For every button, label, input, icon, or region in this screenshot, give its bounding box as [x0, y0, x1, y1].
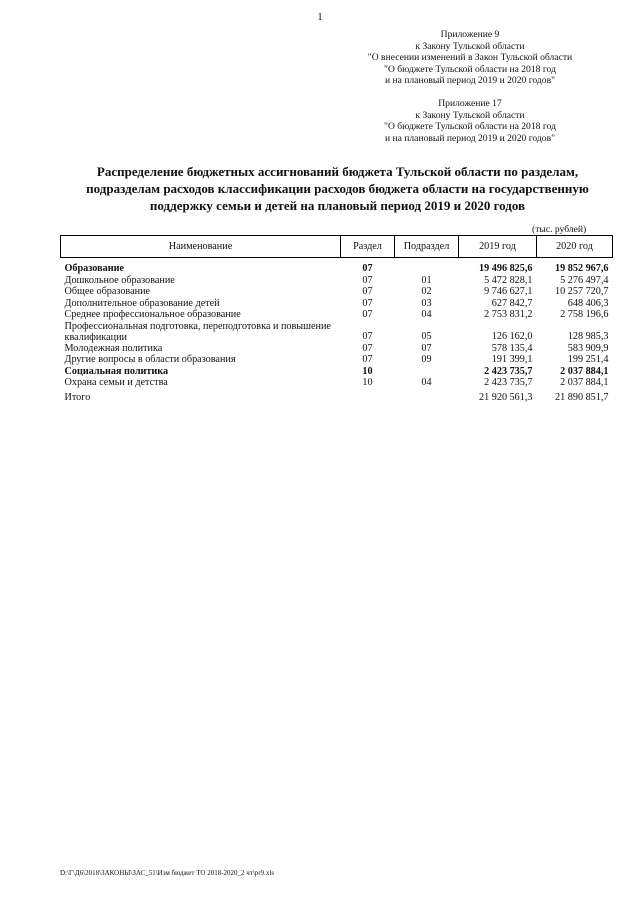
row-2019: 19 496 825,6: [479, 263, 533, 274]
title-line: Распределение бюджетных ассигнований бюджета Тульской области по разделам,: [96, 164, 579, 179]
appendix-line: Приложение 17: [438, 98, 502, 109]
units-label: (тыс. рублей): [532, 224, 587, 235]
row-2020: 19 852 967,6: [555, 263, 609, 274]
row-2020: 5 276 497,4: [560, 274, 609, 286]
row-section: 07: [362, 263, 373, 274]
row-section: 07: [362, 342, 373, 354]
row-name: Социальная политика: [64, 365, 169, 377]
row-2020: 583 909,9: [567, 342, 609, 354]
document-title: [60, 163, 615, 214]
row-name: Дошкольное образование: [64, 274, 175, 286]
row-2019: 2 423 735,7: [484, 377, 533, 388]
row-subsection: 05: [421, 331, 432, 342]
row-subsection: 07: [421, 342, 432, 354]
row-section: 10: [362, 377, 373, 388]
row-section: 07: [362, 286, 373, 297]
row-name: Молодежная политика: [64, 342, 163, 354]
appendix-line: "О внесении изменений в Закон Тульской области: [367, 52, 573, 64]
table-header-row: [61, 236, 613, 258]
appendix-line: и на плановый период 2019 и 2020 годов": [384, 75, 556, 87]
table-row: [61, 286, 613, 298]
row-2019: 578 135,4: [491, 342, 533, 354]
row-subsection: 04: [421, 377, 432, 388]
total-2020: 21 890 851,7: [555, 391, 609, 403]
table-row: [61, 298, 613, 310]
total-2019: 21 920 561,3: [479, 391, 533, 403]
appendix-line: к Закону Тульской области: [415, 109, 525, 121]
row-subsection: 03: [421, 297, 432, 309]
row-section: 07: [362, 274, 373, 286]
header-2020: 2020 год: [537, 236, 613, 258]
file-path-footer: D:\Г\Д6\2018\ЗАКОНЫ\ЗАС_51\Изм бюджет ТО 2018-2020_2 чт\pr9.xls: [60, 869, 275, 877]
row-2020: 199 251,4: [567, 354, 609, 365]
title-line: подразделам расходов классификации расходов бюджета области на государственную: [86, 181, 589, 196]
row-name: Среднее профессиональное образование: [64, 309, 241, 320]
row-name: Образование: [64, 263, 125, 274]
row-name: Дополнительное образование детей: [64, 297, 220, 309]
row-subsection: [395, 258, 459, 275]
row-2019: 126 162,0: [491, 331, 533, 342]
row-section: 07: [362, 331, 373, 342]
row-2019: 2 423 735,7: [484, 365, 533, 377]
appendix-line: Приложение 9: [440, 29, 500, 40]
header-subsection: Подраздел: [395, 236, 459, 258]
appendix-line: "О бюджете Тульской области на 2018 год: [384, 121, 556, 133]
row-2020: 2 758 196,6: [560, 309, 609, 320]
row-2019: 5 472 828,1: [484, 274, 533, 286]
row-section: 07: [362, 309, 373, 320]
total-label: Итого: [64, 391, 91, 403]
header-name: Наименование: [61, 236, 341, 258]
row-name: Профессиональная подготовка, переподготовка и повышение квалификации: [64, 320, 331, 343]
budget-table: [60, 235, 613, 403]
row-subsection: 04: [421, 309, 432, 320]
row-name: Общее образование: [64, 286, 151, 297]
row-2020: 128 985,3: [567, 331, 609, 342]
row-2020: 648 406,3: [567, 297, 609, 309]
row-2019: 191 399,1: [491, 354, 533, 365]
row-2019: 627 842,7: [491, 297, 533, 309]
appendix-9-header: [330, 29, 610, 87]
table-row: [61, 309, 613, 321]
row-subsection: 01: [421, 274, 432, 286]
title-line: поддержку семьи и детей на плановый период 2019 и 2020 годов: [149, 198, 526, 213]
row-name: Другие вопросы в области образования: [64, 354, 236, 365]
row-section: 10: [362, 365, 373, 377]
row-2020: 10 257 720,7: [555, 286, 609, 297]
table-row: [61, 377, 613, 389]
table-row: [61, 275, 613, 287]
header-2019: 2019 год: [459, 236, 537, 258]
header-section: Раздел: [341, 236, 395, 258]
row-2019: 9 746 627,1: [484, 286, 533, 297]
table-row: [61, 258, 613, 275]
row-subsection: 09: [421, 354, 432, 365]
table-row: [61, 354, 613, 366]
total-row: [61, 389, 613, 404]
row-2020: 2 037 884,1: [560, 377, 609, 388]
table-row: [61, 343, 613, 355]
appendix-line: и на плановый период 2019 и 2020 годов": [384, 132, 556, 144]
appendix-line: "О бюджете Тульской области на 2018 год: [384, 63, 556, 75]
row-2019: 2 753 831,2: [484, 309, 533, 320]
row-section: 07: [362, 354, 373, 365]
table-row: [61, 366, 613, 378]
row-subsection: 02: [421, 286, 432, 297]
row-2020: 2 037 884,1: [560, 365, 609, 377]
table-row: [61, 321, 613, 343]
appendix-17-header: [330, 98, 610, 144]
row-section: 07: [362, 297, 373, 309]
appendix-line: к Закону Тульской области: [415, 40, 525, 52]
row-subsection: [395, 366, 459, 378]
row-name: Охрана семьи и детства: [64, 377, 168, 388]
page-number: 1: [317, 11, 323, 23]
